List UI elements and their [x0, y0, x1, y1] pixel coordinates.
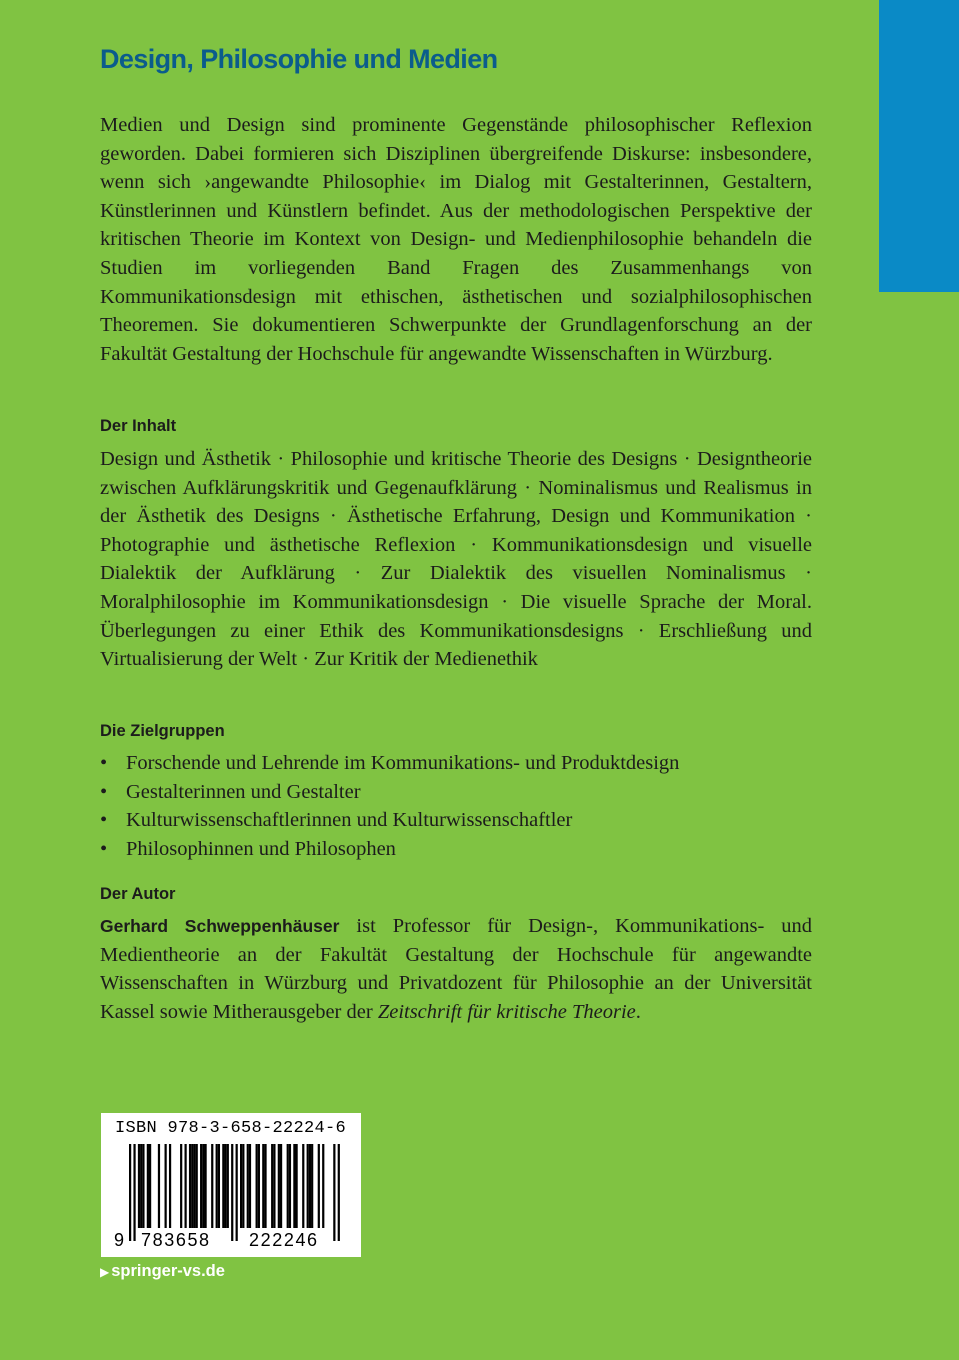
- publisher-url: springer-vs.de: [111, 1262, 225, 1280]
- publisher-link[interactable]: [100, 1262, 225, 1281]
- barcode-bar: [158, 1144, 160, 1228]
- content-heading: Der Inhalt: [100, 417, 177, 435]
- barcode-bar: [180, 1144, 182, 1228]
- barcode-bar: [262, 1144, 264, 1228]
- barcode-bar: [216, 1144, 218, 1228]
- barcode-bar: [169, 1144, 171, 1228]
- isbn-label: ISBN 978-3-658-22224-6: [115, 1119, 347, 1138]
- barcode-bar: [293, 1144, 295, 1228]
- barcode-bar: [280, 1144, 282, 1228]
- author-heading: Der Autor: [100, 885, 176, 903]
- bullet-icon: •: [100, 780, 108, 803]
- barcode-bar: [296, 1144, 298, 1228]
- barcode-bar: [273, 1144, 275, 1228]
- list-item: [100, 835, 679, 864]
- barcode-bar: [189, 1144, 191, 1228]
- author-bio-end: .: [635, 1000, 641, 1023]
- book-title: Design, Philosophie und Medien: [100, 44, 498, 74]
- list-item-text: Forschende und Lehrende im Kommunikations- und Produktdesign: [126, 752, 680, 774]
- barcode-bar: [149, 1144, 151, 1228]
- ean-first-digit: 9: [114, 1230, 126, 1250]
- barcode-bar: [218, 1144, 220, 1228]
- color-tab: [879, 0, 959, 292]
- barcode-bar: [278, 1144, 280, 1228]
- barcode-bar: [138, 1144, 140, 1228]
- barcode-bar: [338, 1144, 340, 1241]
- intro-paragraph: Medien und Design sind prominente Gegenstände philosophischer Reflexion geworden. Dabei formieren sich Disziplinen übergreifende Diskurse: insbesondere, wenn sich ›angewandte Philosophie‹ im Dialog mit Gestalterinnen, Gestaltern, Künstlerinnen und Künstlern befindet. Aus der methodologischen Perspektive der kritischen Theorie im Kontext von Design- und Medienphilosophie behandeln die Studien im vorliegenden Band Fragen des Zusammenhangs von Kommunikationsdesign mit ethischen, ästhetischen und sozialphilosophischen Theoremen. Sie dokumentieren Schwerpunkte der Grundlagenforschung an der Fakultät Gestaltung der Hochschule für angewandte Wissenschaften in Würzburg.: [100, 114, 812, 365]
- audience-heading: Die Zielgruppen: [100, 722, 225, 740]
- ean-left-digits: 783658: [141, 1230, 211, 1250]
- barcode-bar: [271, 1144, 273, 1228]
- list-item-text: Kulturwissenschaftlerinnen und Kulturwissenschaftler: [126, 809, 573, 832]
- barcode-bars: [101, 1113, 361, 1257]
- barcode-bar: [165, 1144, 167, 1228]
- barcode-bar: [129, 1144, 131, 1241]
- barcode-bar: [258, 1144, 260, 1228]
- barcode-bar: [311, 1144, 313, 1228]
- bullet-icon: •: [100, 809, 108, 832]
- journal-title: Zeitschrift für kritische Theorie: [377, 1000, 636, 1023]
- author-bio: ist Professor für Design-, Kommunikations- und Medientheorie an der Fakultät Gestaltung der Hochschule für angewandte Wissenschaften in Würzburg und Privatdozent für Philosophie an der Universität Kassel sowie Mitherausgeber der: [100, 915, 813, 1023]
- barcode-bar: [309, 1144, 311, 1228]
- bullet-icon: •: [100, 837, 108, 860]
- barcode-bar: [200, 1144, 202, 1228]
- barcode-bar: [322, 1144, 324, 1228]
- barcode-bar: [289, 1144, 291, 1228]
- audience-list: [100, 749, 679, 863]
- barcode-bar: [227, 1144, 229, 1228]
- barcode-bar: [185, 1144, 187, 1228]
- barcode-bar: [264, 1144, 266, 1228]
- barcode-bar: [247, 1144, 249, 1228]
- barcode-bar: [307, 1144, 309, 1228]
- barcode-bar: [231, 1144, 233, 1241]
- barcode-bar: [249, 1144, 251, 1228]
- barcode-bar: [302, 1144, 304, 1228]
- barcode-bar: [191, 1144, 193, 1228]
- barcode-bar: [142, 1144, 144, 1228]
- barcode-bar: [236, 1144, 238, 1241]
- barcode-bar: [224, 1144, 226, 1228]
- bullet-icon: •: [100, 752, 108, 774]
- barcode-bar: [242, 1144, 244, 1228]
- barcode-bar: [196, 1144, 198, 1228]
- ean-right-digits: 222246: [249, 1230, 319, 1250]
- list-item-text: Gestalterinnen und Gestalter: [126, 780, 361, 803]
- list-item-text: Philosophinnen und Philosophen: [126, 837, 396, 860]
- barcode-bar: [147, 1144, 149, 1228]
- isbn-barcode: [101, 1113, 361, 1257]
- barcode-bar: [140, 1144, 142, 1228]
- author-paragraph: [100, 912, 812, 1026]
- barcode-bar: [211, 1144, 213, 1228]
- barcode-bar: [240, 1144, 242, 1228]
- list-item: [100, 749, 679, 778]
- barcode-bar: [333, 1144, 335, 1241]
- barcode-bar: [204, 1144, 206, 1228]
- list-item: [100, 778, 679, 807]
- barcode-bar: [256, 1144, 258, 1228]
- author-name: Gerhard Schweppenhäuser: [100, 916, 340, 936]
- list-item: [100, 806, 679, 835]
- barcode-bar: [287, 1144, 289, 1228]
- barcode-bar: [318, 1144, 320, 1228]
- barcode-bar: [222, 1144, 224, 1228]
- arrow-icon: ▶: [100, 1265, 110, 1279]
- barcode-bar: [202, 1144, 204, 1228]
- barcode-bar: [193, 1144, 195, 1228]
- content-paragraph: Design und Ästhetik · Philosophie und kritische Theorie des Designs · Designtheorie zwischen Aufklärungskritik und Gegenaufklärung · Nominalismus und Realismus in der Ästhetik des Designs · Ästhetische Erfahrung, Design und Kommunikation · Photographie und ästhetische Reflexion · Kommunikationsdesign und visuelle Dialektik der Aufklärung · Zur Dialektik des visuellen Nominalismus · Moralphilosophie im Kommunikationsdesign · Die visuelle Sprache der Moral. Überlegungen zu einer Ethik des Kommunikationsdesigns · Erschließung und Virtualisierung der Welt · Zur Kritik der Medienethik: [100, 448, 812, 671]
- barcode-bar: [133, 1144, 135, 1241]
